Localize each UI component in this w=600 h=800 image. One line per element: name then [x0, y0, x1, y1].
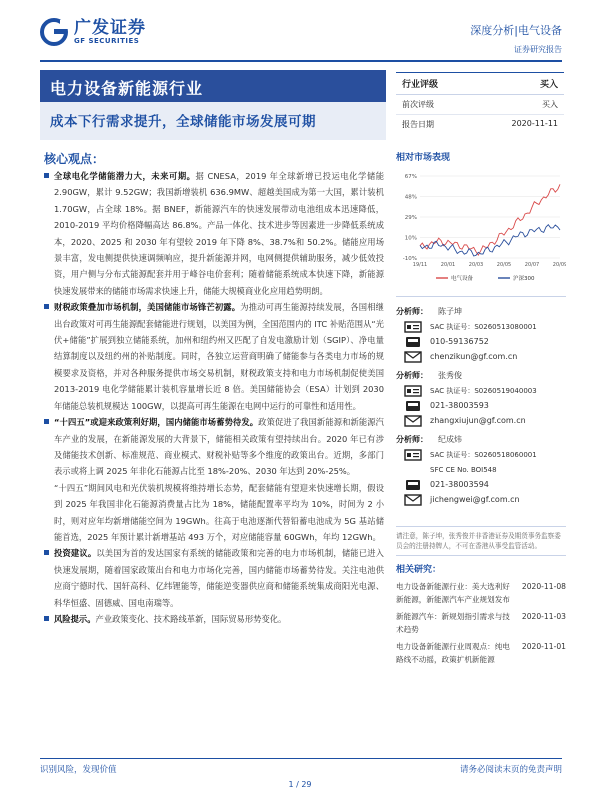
x-tick-label: 20/05: [496, 262, 512, 268]
analyst-card: [396, 304, 566, 364]
rating-row-previous: [396, 95, 564, 115]
analyst-sac: SAC 执证号：S0260518060001: [430, 450, 537, 459]
report-subtype: 证券研究报告: [514, 45, 562, 54]
legend-label: 沪深300: [513, 276, 535, 282]
related-item-title[interactable]: 新能源汽车：新规划指引需求与技术趋势: [396, 612, 510, 634]
paragraph-text: 以美国为首的发达国家有系统的储能政策和完善的电力市场机制，储能已进入快速发展期，随着国家政策出台和电力市场化完善，国内储能市场蓄势待发。关注电池供应商宁德时代、国轩高科、亿纬锂能等，储能逆变器供应商和储能系统集成商阳光电源、科华恒盛、固德威、国电南瑞等。: [54, 548, 384, 608]
logo: [40, 18, 146, 46]
analyst-sac: SAC 执证号：S0260513080001: [430, 322, 537, 331]
analyst-card: [396, 368, 566, 428]
core-paragraph: [44, 480, 384, 546]
paragraph-text: 政策促进了我国新能源和新能源汽车产业的发展，在新能源发展的大背景下，储能相关政策有望持续出台。2020 年已有涉及储能技术创新、标准规范、商业模式、财税补贴等多个维度的政策出台。近期，多部门表示或将上调 2025 年非化石能源占比至 18%-20%、2030 年达到 20%-25%。: [54, 417, 384, 477]
header-divider: [40, 60, 562, 62]
analyst-phone: 021-38003593: [430, 401, 489, 410]
analyst-name: 张秀俊: [438, 371, 462, 380]
core-paragraph: [44, 414, 384, 480]
y-tick-label: 10%: [404, 235, 417, 242]
analyst-card: [396, 432, 566, 507]
title-banner: [40, 70, 386, 140]
analyst-email[interactable]: jichengwei@gf.com.cn: [430, 495, 520, 504]
performance-chart-svg: [396, 168, 566, 288]
rating-row-date: [396, 115, 564, 134]
x-tick-label: 19/11: [412, 262, 428, 268]
report-date-value: 2020-11-11: [511, 119, 558, 128]
prev-rating-value: 买入: [542, 100, 558, 109]
performance-title: 相对市场表现: [396, 153, 451, 163]
related-item[interactable]: [396, 610, 566, 636]
analyst-label: 分析师：: [396, 371, 428, 380]
rating-table: [396, 72, 564, 134]
core-paragraph: [44, 545, 384, 611]
spacer: [404, 464, 422, 476]
paragraph-lead: 全球电化学储能潜力大，未来可期。: [54, 171, 196, 181]
x-tick-label: 20/07: [524, 262, 540, 268]
analyst-disclaimer: 请注意，陈子坤，张秀俊并非香港证券及期货事务监察委员会的注册持牌人，不可在香港从事受监管活动。: [396, 526, 566, 556]
x-tick-label: 20/09: [552, 262, 566, 268]
related-title: 相关研究：: [396, 565, 442, 575]
related-item-date: 2020-11-03: [521, 612, 566, 621]
page-number: 1 / 29: [288, 780, 312, 789]
paragraph-lead: 风险提示。: [54, 613, 96, 624]
email-icon: [404, 415, 422, 427]
email-icon: [404, 494, 422, 506]
gf-logo-icon: [40, 18, 68, 46]
analyst-name: 陈子坤: [438, 307, 462, 316]
y-tick-label: 67%: [404, 174, 417, 180]
performance-chart: [396, 168, 566, 288]
analyst-email[interactable]: chenzikun@gf.com.cn: [430, 352, 518, 361]
report-type: 深度分析|电气设备: [470, 24, 562, 37]
core-paragraph: [44, 168, 384, 299]
phone-icon: [404, 400, 422, 412]
analyst-name: 纪成炜: [438, 435, 462, 444]
related-item-date: 2020-11-01: [521, 642, 566, 651]
phone-icon: [404, 336, 422, 348]
related-item[interactable]: [396, 640, 566, 666]
core-paragraph: [44, 611, 384, 627]
related-item[interactable]: [396, 580, 566, 606]
paragraph-lead: “十四五”或迎来政策利好期，国内储能市场蓄势待发。: [54, 417, 259, 428]
analyst-label: 分析师：: [396, 435, 428, 444]
analyst-sac: SAC 执证号：S0260519040003: [430, 386, 537, 395]
footer-slogan: 识别风险，发现价值: [40, 765, 117, 775]
analyst-phone: 010-59136752: [430, 337, 489, 346]
logo-en-text: GF SECURITIES: [74, 37, 140, 45]
paragraph-text: “十四五”期间风电和光伏装机规模将维持增长态势，配套储能有望迎来快速增长期，假设到 2025 年我国非化石能源消费量占比为 18%，储能配置率平均为 10%，时间为 2 小时，则对应年均新增储能空间为 19GWh。往高于电池逐渐代替铅蓄电池成为 5G 基站储能首选，2025 年预计累计新增基站 493 万个，对应储能容量 60GWh，年均 12GWh。: [54, 482, 384, 542]
y-tick-label: -10%: [402, 256, 417, 262]
page-header: [0, 0, 600, 62]
logo-cn-text: 广发证券: [74, 18, 146, 38]
paragraph-text: 产业政策变化、技术路线革新，国际贸易形势变化。: [95, 613, 287, 624]
related-research-list: [396, 580, 566, 670]
id-card-icon: [404, 385, 422, 397]
related-item-date: 2020-11-08: [521, 582, 566, 591]
id-card-icon: [404, 449, 422, 461]
rating-value: 买入: [539, 80, 558, 90]
related-item-title[interactable]: 电力设备新能源行业：美大选利好新能源，新能源汽车产业规划发布: [396, 582, 510, 604]
analyst-sfc: SFC CE No. BOI548: [430, 465, 497, 474]
core-body: [44, 168, 384, 627]
paragraph-text: 据 CNESA，2019 年全球新增已投运电化学储能 2.90GW，累计 9.52GW；我国新增装机 636.9MW、超越美国成为第一大国，累计装机 1.70GW，占全球 18%。据 BNEF，新能源汽车的快速发展带动电池组成本迅速降低，2010-2019 平均价格降幅高达 86.8%。产品一体化、技术进步等因素进一步降低系统成本，2020、2025 和 2030 年有望较 2019 年下降 8%、38.7%和 50.2%。储能应用场景丰富，发电侧提供快速调频响应，提升新能源并网，电网侧提供辅助服务，减少低效投资，用户侧与分布式能源配套并用于峰谷电价套利；随着储能系统成本快速下降，新能源快速发展带来的储能市场需求快速上升，储能大规模商业化应用趋势明朗。: [54, 171, 384, 296]
footer-disclaimer: 请务必阅读末页的免责声明: [459, 765, 562, 775]
paragraph-lead: 财税政策叠加市场机制，美国储能市场锋芒初露。: [54, 302, 241, 313]
chart-divider: [396, 296, 566, 297]
legend-label: 电气设备: [451, 276, 474, 282]
report-subtitle: 成本下行需求提升，全球储能市场发展可期: [50, 114, 316, 130]
analyst-phone: 021-38003594: [430, 480, 489, 489]
phone-icon: [404, 479, 422, 491]
core-paragraph: [44, 299, 384, 414]
page-footer: [40, 758, 562, 775]
email-icon: [404, 351, 422, 363]
report-date-label: 报告日期: [402, 120, 434, 129]
rating-row-current: [396, 72, 564, 95]
analyst-label: 分析师：: [396, 307, 428, 316]
industry-title: 电力设备新能源行业: [50, 79, 204, 98]
core-heading: 核心观点：: [44, 152, 105, 166]
related-item-title[interactable]: 电力设备新能源行业周观点：纯电路线不动摇，政策扩机新能源: [396, 642, 510, 664]
rating-label: 行业评级: [402, 80, 439, 90]
paragraph-text: 为推动可再生能源持续发展，各国相继出台政策对可再生能源配套储能进行规划，以美国为例，全国范围内的 ITC 补贴范围从“光伏+储能”扩展到独立储能系统，加州和纽约州又匹配了自发电激励计划（SGIP）、净电量结算制度以及纽约州的补贴制度。同时，各独立运营商明确了储能参与各类电力市场的规模要求及资格，并对各种服务提供市场交易机制，财税政策支持和电力市场机制促使美国 2013-2019 电化学储能累计装机容量增长近 8 倍。美国储能协会（ESA）计划到 2030 年储能总装机规模达 100GW，以提高可再生能源在电网中运行的可靠性和适用性。: [54, 302, 384, 411]
x-tick-label: 20/03: [468, 262, 484, 268]
paragraph-lead: 投资建议。: [54, 548, 97, 559]
x-tick-label: 20/01: [440, 262, 456, 268]
y-tick-label: 29%: [404, 215, 417, 221]
series-line: [420, 184, 560, 255]
id-card-icon: [404, 321, 422, 333]
analyst-email[interactable]: zhangxiujun@gf.com.cn: [430, 416, 526, 425]
prev-rating-label: 前次评级: [402, 100, 434, 109]
analyst-list: [396, 304, 566, 511]
y-tick-label: 48%: [404, 194, 417, 201]
